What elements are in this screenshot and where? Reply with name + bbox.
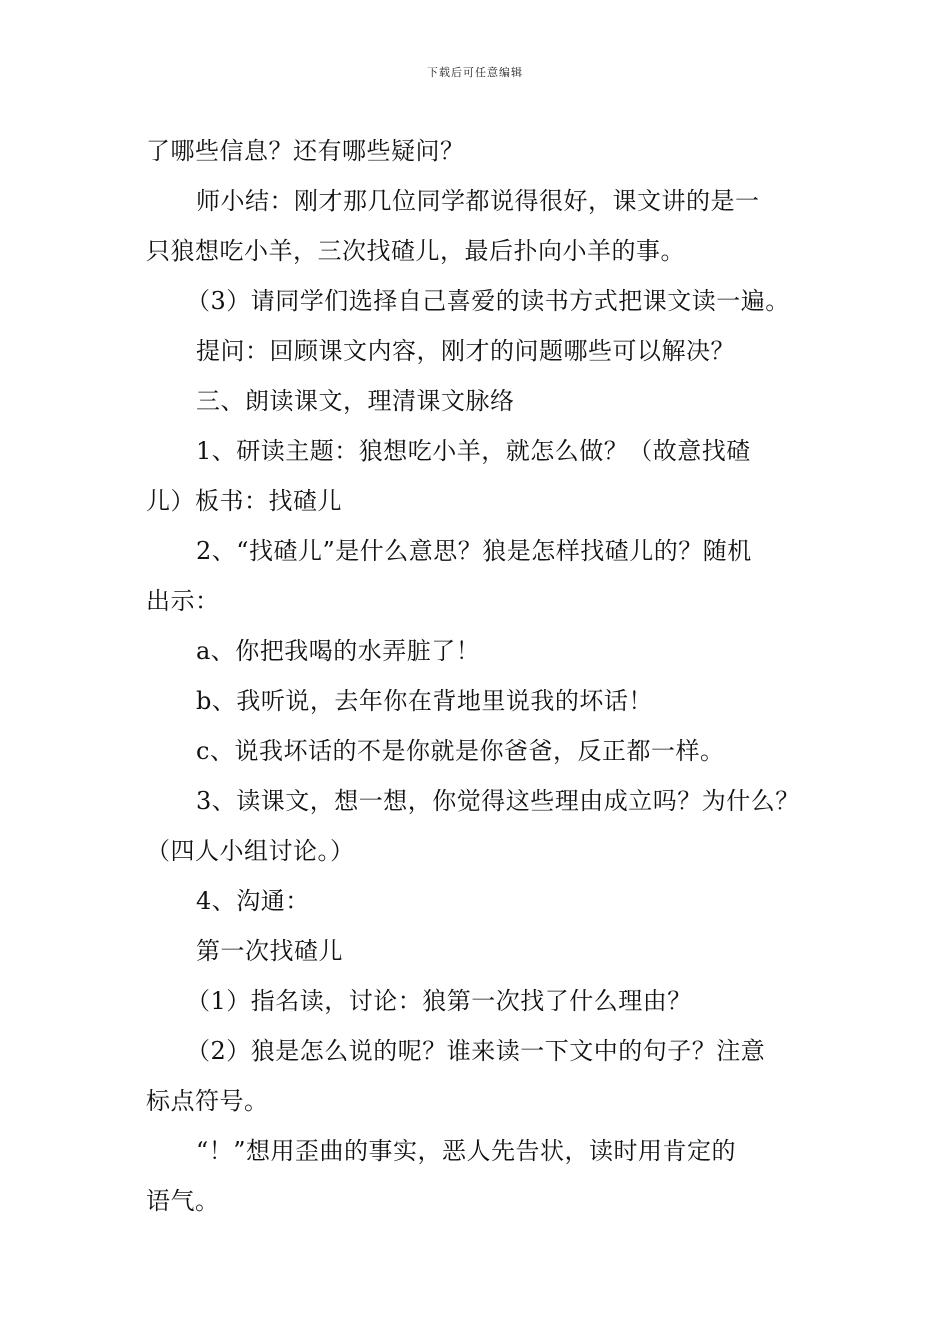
list-item: a、你把我喝的水弄脏了！ [196, 637, 481, 665]
text-line: 了哪些信息？还有哪些疑问？ [146, 137, 465, 165]
text-line: 提问：回顾课文内容，刚才的问题哪些可以解决？ [196, 337, 735, 365]
text-line: 3、读课文，想一想，你觉得这些理由成立吗？为什么？ [196, 787, 800, 815]
text-line: 2、“找碴儿”是什么意思？狼是怎样找碴儿的？随机 [196, 537, 752, 565]
body-text [146, 126, 814, 1226]
text-line: 4、沟通： [196, 887, 310, 915]
text-line: “！”想用歪曲的事实，恶人先告状，读时用肯定的 [196, 1137, 737, 1165]
text-line: （2）狼是怎么说的呢？谁来读一下文中的句子？注意 [186, 1037, 766, 1065]
text-line: 只狼想吃小羊，三次找碴儿，最后扑向小羊的事。 [146, 237, 685, 265]
list-item: c、说我坏话的不是你就是你爸爸，反正都一样。 [196, 737, 725, 765]
text-line: （1）指名读，讨论：狼第一次找了什么理由？ [186, 987, 692, 1015]
text-line: 儿）板书：找碴儿 [146, 487, 342, 515]
text-line: 标点符号。 [146, 1087, 269, 1115]
list-item: b、我听说，去年你在背地里说我的坏话！ [196, 687, 653, 715]
text-line: 出示： [146, 587, 220, 615]
text-line: 1、研读主题：狼想吃小羊，就怎么做？（故意找碴 [196, 437, 751, 465]
text-line: 师小结：刚才那几位同学都说得很好，课文讲的是一 [196, 187, 760, 215]
text-line: （3）请同学们选择自己喜爱的读书方式把课文读一遍。 [186, 287, 790, 315]
text-line: （四人小组讨论。） [146, 837, 355, 865]
text-line: 语气。 [146, 1187, 220, 1215]
page-header: 下载后可任意编辑 [427, 66, 523, 79]
section-heading: 三、朗读课文，理清课文脉络 [196, 387, 515, 415]
subheading: 第一次找碴儿 [196, 937, 343, 965]
